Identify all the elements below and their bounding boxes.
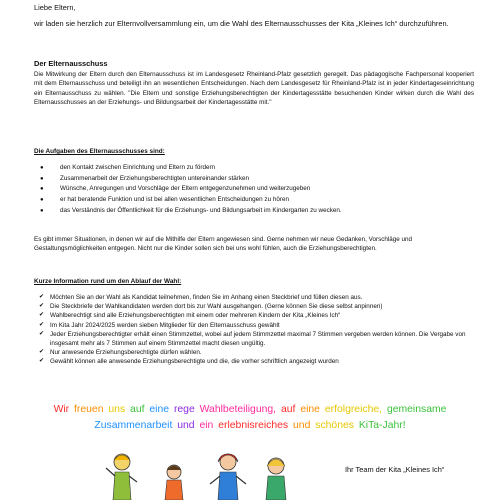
list-item: ✔ Nur anwesende Erziehungsberechtigte dürfen wählen. xyxy=(39,349,202,357)
closing-word: und xyxy=(177,420,195,431)
signature: Ihr Team der Kita „Kleines Ich“ xyxy=(345,465,445,474)
list-item: ✔ Gewählt können alle anwesende Erziehungsberechtigte und die, die vorher schriftlich angezeigt wurden xyxy=(39,358,339,366)
closing-line-1 xyxy=(0,402,500,418)
closing-word: KiTa-Jahr! xyxy=(358,420,406,431)
closing-word: eine xyxy=(300,404,320,415)
section-text-elternausschuss: Die Mitwirkung der Eltern durch den Elternausschuss ist im Landesgesetz Rheinland-Pfalz gesetzlich geregelt. Das pädagogische Fachpersonal kooperiert mit dem Elternausschuss und beteiligt ihn an wesentlichen Entscheidungen. Nach dem Landesgesetz für Rheinland-Pfalz ist in jeder Kindertageseinrichtung ein Elternausschuss zu wählen. "Die Eltern und sonstige Erziehungsberechtigten der Kindertagesstätte besuchenden Kinder wirken durch die Wahl des Elternausschusses an der Erziehungs- und Bildungsarbeit der Kindertagesstätte mit." xyxy=(34,71,474,106)
mithilfe-text: Es gibt immer Situationen, in denen wir auf die Mithilfe der Eltern angewiesen sind. Gerne nehmen wir neue Gedanken, Vorschläge und Gestaltungsmöglichkeiten entgegen. Nicht nur die Kinder sollen sich bei uns wohl fühlen, auch die Erziehungsberechtigten. xyxy=(34,236,413,253)
closing-word: und xyxy=(293,420,311,431)
list-item: ● das Verständnis der Öffentlichkeit für die Erziehungs- und Bildungsarbeit im Kindergarten zu wecken. xyxy=(34,206,474,217)
closing-word: eine xyxy=(149,404,170,415)
section-heading-aufgaben: Die Aufgaben des Elternausschusses sind: xyxy=(34,148,165,155)
closing-word: Wir xyxy=(53,404,70,415)
closing-word: erfolgreiche, xyxy=(324,404,383,415)
closing-message xyxy=(0,402,500,434)
child-figure-green xyxy=(165,465,183,500)
list-item: ✔ Jeder Erziehungsberechtigter erhält einen Stimmzettel, wobei auf jedem Stimmzettel maximal 7 Stimmen vergeben werden können. Die Vergabe von insgesamt mehr als 7 Stimmen auf einem Stimmzettel macht diesen ungültig. xyxy=(39,330,466,348)
closing-word: auf xyxy=(130,404,145,415)
check-icon: ✔ xyxy=(39,349,45,356)
bullet-icon: ● xyxy=(40,186,44,193)
section-heading-elternausschuss: Der Elternausschuss xyxy=(34,59,108,68)
child-figure-yellow xyxy=(106,454,137,500)
closing-word: ein xyxy=(199,420,214,431)
bullet-icon: ● xyxy=(40,165,44,171)
child-figure-red xyxy=(210,454,246,500)
list-item: ● Zusammenarbeit der Erziehungsberechtigten untereinander stärken xyxy=(34,174,474,185)
list-item: ● Wünsche, Anregungen und Vorschläge der Eltern entgegenzunehmen und weiterzugeben xyxy=(34,184,474,195)
check-icon: ✔ xyxy=(39,330,45,337)
check-icon: ✔ xyxy=(39,303,45,310)
check-icon: ✔ xyxy=(39,312,45,319)
bullet-icon: ● xyxy=(40,175,44,182)
list-item: ✔ Die Steckbriefe der Wahlkandidaten werden dort bis zur Wahl ausgehangen. (Gerne können Sie diese selbst anpinnen) xyxy=(39,303,383,311)
child-figure-blonde xyxy=(266,458,286,500)
list-item: ✔ Wahlberechtigt sind alle Erziehungsberechtigten mit einem oder mehreren Kindern der Kita „Kleines Ich“ xyxy=(39,312,341,320)
bullet-icon: ● xyxy=(40,207,44,214)
greeting: Liebe Eltern, xyxy=(34,3,76,12)
list-item: ✔ Möchten Sie an der Wahl als Kandidat teilnehmen, finden Sie im Anhang einen Steckbrief und füllen diesen aus. xyxy=(39,294,363,301)
section-heading-ablauf: Kurze Information rund um den Ablauf der Wahl: xyxy=(34,278,182,285)
check-icon: ✔ xyxy=(39,358,45,365)
closing-word: erlebnisreiches xyxy=(218,420,289,431)
closing-word: freuen xyxy=(74,404,104,415)
bullet-icon: ● xyxy=(40,197,44,204)
closing-word: gemeinsame xyxy=(386,404,447,415)
check-icon: ✔ xyxy=(39,321,45,328)
list-item: ✔ Im Kita Jahr 2024/2025 werden sieben Mitglieder für den Elternausschuss gewählt xyxy=(39,321,280,329)
aufgaben-list xyxy=(34,163,474,216)
list-item: ● er hat beratende Funktion und ist bei allen wesentlichen Entscheidungen zu hören xyxy=(34,195,474,206)
closing-word: Wahlbeteiligung, xyxy=(199,404,277,415)
closing-word: uns xyxy=(108,404,126,415)
closing-word: auf xyxy=(280,404,296,415)
list-item: ● den Kontakt zwischen Einrichtung und Eltern zu fördern xyxy=(34,163,474,174)
ablauf-list xyxy=(34,293,474,367)
closing-word: Zusammenarbeit xyxy=(94,420,173,431)
intro-text: wir laden sie herzlich zur Elternvollversammlung ein, um die Wahl des Elternausschusses der Kita „Kleines Ich“ durchzuführen. xyxy=(34,19,449,28)
closing-line-2 xyxy=(0,418,500,434)
closing-word: rege xyxy=(173,404,195,415)
check-icon: ✔ xyxy=(39,294,45,300)
closing-word: schönes xyxy=(315,420,354,431)
